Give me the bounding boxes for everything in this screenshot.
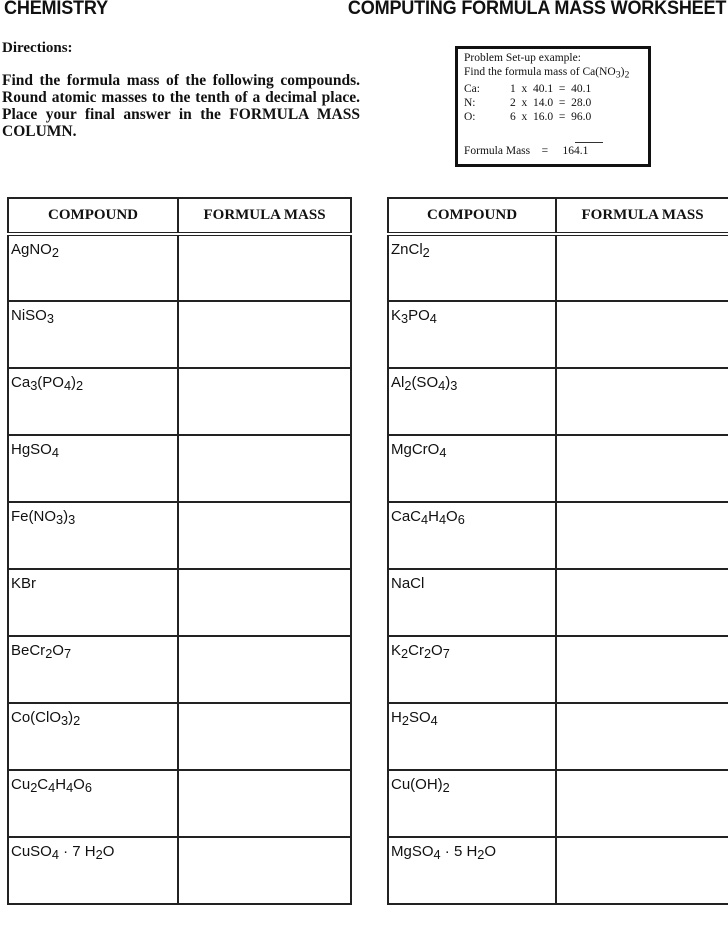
compound-formula: $H_2SO_4$ <box>388 703 556 770</box>
compound-formula: $Ca_3(PO_4)_2$ <box>8 368 178 435</box>
table-row <box>388 502 728 569</box>
formula-mass-answer-cell[interactable] <box>178 837 351 904</box>
header-compound: COMPOUND <box>8 198 178 234</box>
worksheet-title: COMPUTING FORMULA MASS WORKSHEET <box>347 0 726 19</box>
table-row <box>8 301 351 368</box>
example-line-n: N: 2 x 14.0 = 28.0 <box>464 97 592 109</box>
compound-formula: AgNO$_2$ <box>8 234 178 301</box>
table-row <box>388 837 728 904</box>
formula-mass-answer-cell[interactable] <box>556 636 728 703</box>
compound-formula: $Cu_2C_4H_4O_6$ <box>8 770 178 837</box>
table-row <box>388 435 728 502</box>
table-row <box>8 502 351 569</box>
header-formula-mass: FORMULA MASS <box>178 198 351 234</box>
compound-table-right <box>387 197 728 905</box>
formula-mass-answer-cell[interactable] <box>556 435 728 502</box>
formula-mass-answer-cell[interactable] <box>556 301 728 368</box>
compound-formula: ZnCl$_2$ <box>388 234 556 301</box>
example-total: Formula Mass = 164.1 <box>464 145 589 157</box>
header-compound: COMPOUND <box>388 198 556 234</box>
subject-heading: CHEMISTRY <box>4 0 108 19</box>
compound-formula: $K_2Cr_2O_7$ <box>388 636 556 703</box>
header-formula-mass: FORMULA MASS <box>556 198 728 234</box>
formula-mass-answer-cell[interactable] <box>556 837 728 904</box>
formula-mass-answer-cell[interactable] <box>178 703 351 770</box>
formula-mass-answer-cell[interactable] <box>556 569 728 636</box>
compound-formula: HgSO$_4$ <box>8 435 178 502</box>
compound-formula: $Fe(NO_3)_3$ <box>8 502 178 569</box>
example-line-o: O: 6 x 16.0 = 96.0 <box>464 111 592 123</box>
formula-mass-answer-cell[interactable] <box>178 502 351 569</box>
table-row <box>388 703 728 770</box>
formula-mass-answer-cell[interactable] <box>178 234 351 301</box>
table-row <box>8 703 351 770</box>
table-row <box>388 636 728 703</box>
compound-formula: MgCrO$_4$ <box>388 435 556 502</box>
compound-formula: $BeCr_2O_7$ <box>8 636 178 703</box>
compound-formula: KBr <box>8 569 178 636</box>
formula-mass-answer-cell[interactable] <box>178 636 351 703</box>
table-row <box>8 569 351 636</box>
formula-mass-answer-cell[interactable] <box>556 703 728 770</box>
table-row <box>388 368 728 435</box>
table-row <box>388 301 728 368</box>
table-row <box>8 435 351 502</box>
example-box <box>455 46 651 167</box>
formula-mass-answer-cell[interactable] <box>556 502 728 569</box>
table-row <box>8 770 351 837</box>
formula-mass-answer-cell[interactable] <box>556 234 728 301</box>
formula-mass-answer-cell[interactable] <box>178 569 351 636</box>
compound-formula: CuSO$_4$ · 7 $H_2O$ <box>8 837 178 904</box>
table-row <box>388 234 728 301</box>
formula-mass-answer-cell[interactable] <box>178 770 351 837</box>
compound-formula: $Co(ClO_3)_2$ <box>8 703 178 770</box>
table-row <box>8 368 351 435</box>
compound-formula: $Al_2(SO_4)_3$ <box>388 368 556 435</box>
compound-formula: NiSO$_3$ <box>8 301 178 368</box>
table-row <box>8 234 351 301</box>
compound-formula: $Cu(OH)_2$ <box>388 770 556 837</box>
compound-formula: $CaC_4H_4O_6$ <box>388 502 556 569</box>
compound-formula: $K_3PO_4$ <box>388 301 556 368</box>
formula-mass-answer-cell[interactable] <box>556 770 728 837</box>
directions-text: Find the formula mass of the following compounds. Round atomic masses to the tenth of a decimal place. Place your final answer in the FORMULA MASS COLUMN. <box>2 72 360 140</box>
compound-table-left <box>7 197 352 905</box>
table-row <box>388 770 728 837</box>
example-line-ca: Ca: 1 x 40.1 = 40.1 <box>464 83 592 95</box>
table-row <box>8 837 351 904</box>
formula-mass-answer-cell[interactable] <box>556 368 728 435</box>
table-row <box>8 636 351 703</box>
formula-mass-answer-cell[interactable] <box>178 368 351 435</box>
compound-formula: NaCl <box>388 569 556 636</box>
compound-formula: MgSO$_4$ · 5 $H_2O$ <box>388 837 556 904</box>
formula-mass-answer-cell[interactable] <box>178 301 351 368</box>
table-row <box>388 569 728 636</box>
formula-mass-answer-cell[interactable] <box>178 435 351 502</box>
example-prompt: Find the formula mass of $Ca(NO_3)_2$ <box>464 66 630 81</box>
directions-label: Directions: <box>2 40 73 56</box>
example-title: Problem Set-up example: <box>464 52 581 64</box>
sum-rule <box>575 142 603 143</box>
